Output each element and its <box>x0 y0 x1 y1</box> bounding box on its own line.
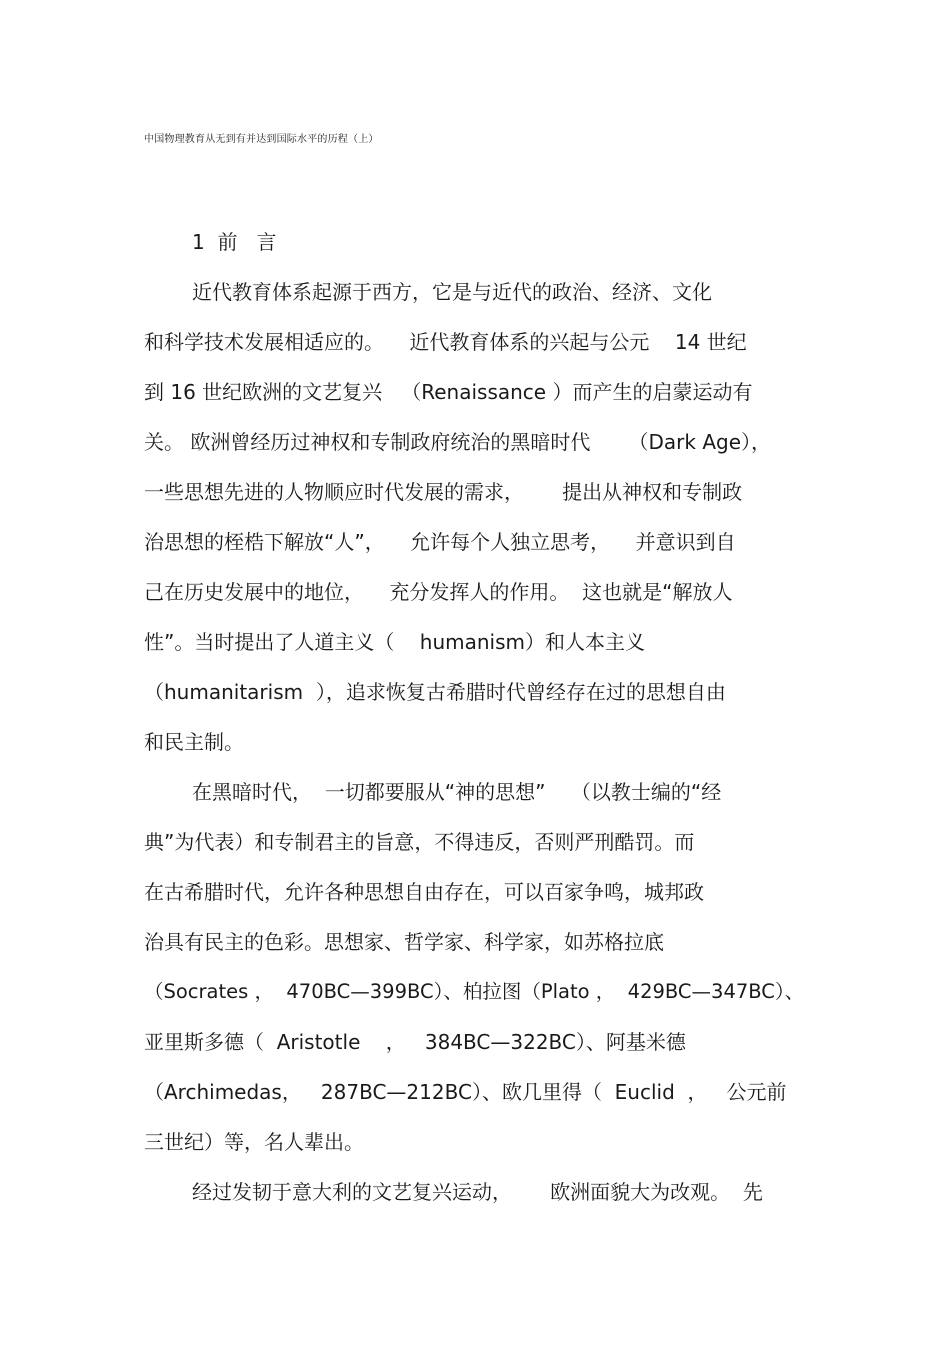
text-line: 三世纪）等，名人辈出。 <box>144 1130 364 1154</box>
text-line: 亚里斯多德（ Aristotle ， 384BC—322BC）、阿基米德 <box>144 1030 686 1054</box>
text-line: 在古希腊时代，允许各种思想自由存在，可以百家争鸣，城邦政 <box>144 880 704 904</box>
text-line: 性”。当时提出了人道主义（ humanism）和人本主义 <box>144 630 646 654</box>
text-line: （Socrates ， 470BC—399BC）、柏拉图（Plato ， 429BC—347BC）、 <box>144 980 805 1003</box>
text-line: 关。 欧洲曾经历过神权和专制政府统治的黑暗时代 （Dark Age）， <box>144 430 772 454</box>
text-line: 经过发韧于意大利的文艺复兴运动， 欧洲面貌大为改观。 先 <box>192 1180 763 1204</box>
document-title: 中国物理教育从无到有并达到国际水平的历程（上） <box>144 134 379 145</box>
text-line: 和民主制。 <box>144 730 244 754</box>
section-heading: 1 前 言 <box>192 230 277 254</box>
text-line: 治具有民主的色彩。思想家、哲学家、科学家，如苏格拉底 <box>144 930 664 954</box>
text-line: 治思想的桎梏下解放“人”， 允许每个人独立思考， 并意识到自 <box>144 530 736 554</box>
text-line: 一些思想先进的人物顺应时代发展的需求， 提出从神权和专制政 <box>144 480 743 504</box>
text-line: 和科学技术发展相适应的。 近代教育体系的兴起与公元 14 世纪 <box>144 330 747 354</box>
text-line: 到 16 世纪欧洲的文艺复兴 （Renaissance ）而产生的启蒙运动有 <box>144 380 753 404</box>
text-line: 在黑暗时代， 一切都要服从“神的思想” （以教士编的“经 <box>192 780 722 804</box>
text-line: （Archimedas， 287BC—212BC）、欧几里得（ Euclid ， 公元前 <box>144 1080 787 1104</box>
text-line: 典”为代表）和专制君主的旨意，不得违反，否则严刑酷罚。而 <box>144 830 695 854</box>
text-line: 己在历史发展中的地位， 充分发挥人的作用。 这也就是“解放人 <box>144 580 733 604</box>
text-line: （humanitarism ），追求恢复古希腊时代曾经存在过的思想自由 <box>144 680 726 704</box>
text-line: 近代教育体系起源于西方，它是与近代的政治、经济、文化 <box>192 280 712 304</box>
